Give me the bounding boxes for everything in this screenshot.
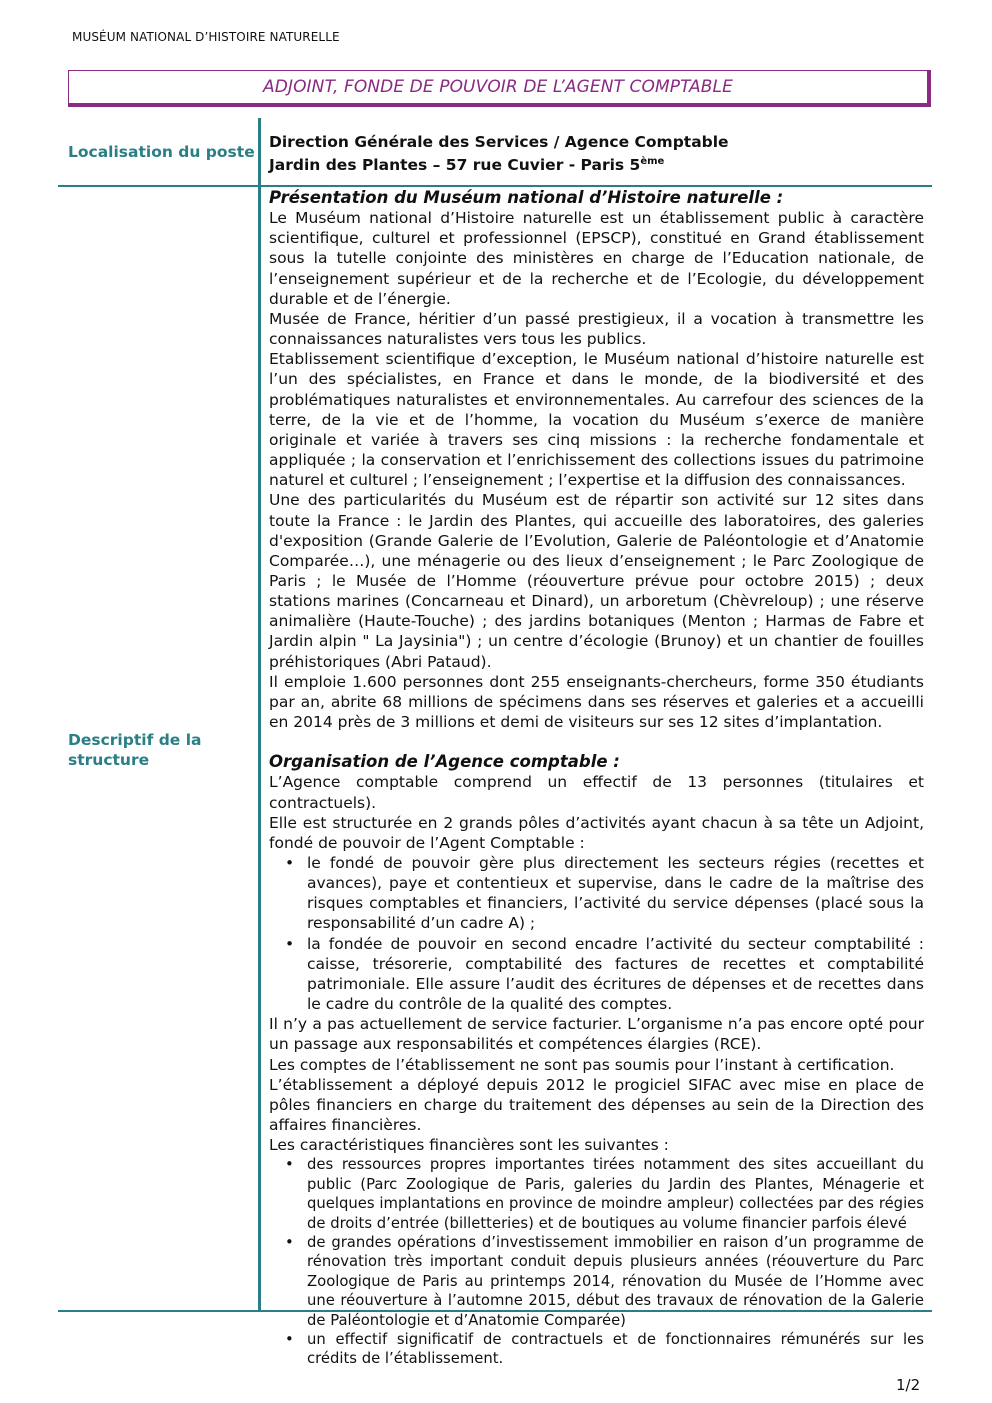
page-number: 1/2 [896, 1376, 921, 1394]
list-item: • la fondée de pouvoir en second encadre l’activité du secteur comptabilité : caisse, trésorerie, comptabilité des factures de recettes et comptabilité patrimoniale. Elle assure l’audit des écritures de dépenses et de recettes dans le cadre du contrôle de la qualité des comptes. [307, 934, 924, 1015]
paragraph: Le Muséum national d’Histoire naturelle est un établissement public à caractère scientifique, culturel et professionnel (EPSCP), constitué en Grand établissement sous la tutelle conjointe des ministères en charge de l’Education nationale, de l’enseignement supérieur et de la recherche et de l’Ecologie, du développement durable et de l’énergie. [269, 209, 924, 308]
paragraph: Une des particularités du Muséum est de répartir son activité sur 12 sites dans toute la France : le Jardin des Plantes, qui accueille des laboratoires, des galeries d'exposition (Grande Galerie de l’Evolution, Galerie de Paléontologie et d’Anatomie Comparée…), une ménagerie ou des lieux d’enseignement ; le Parc Zoologique de Paris ; le Musée de l’Homme (réouverture prévue pour octobre 2015) ; deux stations marines (Concarneau et Dinard), un arboretum (Chèvreloup) ; une réserve animalière (Haute-Touche) ; des jardins botaniques (Menton ; Harmas de Fabre et Jardin alpin " La Jaysinia") ; un centre d’écologie (Brunoy) et un chantier de fouilles préhistoriques (Abri Pataud). [269, 491, 924, 671]
poles-list [269, 853, 924, 1014]
organization-header: MUSÉUM NATIONAL D’HISTOIRE NATURELLE [72, 30, 340, 44]
paragraph: Il n’y a pas actuellement de service facturier. L’organisme n’a pas encore opté pour un passage aux responsabilités et compétences élargies (RCE). [269, 1015, 924, 1054]
paragraph: L’Agence comptable comprend un effectif de 13 personnes (titulaires et contractuels). [269, 773, 924, 812]
paragraph: L’établissement a déployé depuis 2012 le progiciel SIFAC avec mise en place de pôles financiers en charge du traitement des dépenses au sein de la Direction des affaires financières. [269, 1075, 924, 1135]
list-item: • un effectif significatif de contractuels et de fonctionnaires rémunérés sur les crédits de l’établissement. [307, 1330, 924, 1369]
organisation-heading: Organisation de l’Agence comptable : [269, 752, 620, 772]
structure-label: Descriptif de la structure [68, 731, 202, 769]
list-item: • des ressources propres importantes tirées notamment des sites accueillant du public (Parc Zoologique de Paris, galeries du Jardin des Plantes, Ménagerie et quelques implantations en province de moindre ampleur) collectées par des régies de droits d’entrée (billetteries) et de boutiques au volume financier parfois élevé [307, 1155, 924, 1233]
title-box [68, 70, 931, 107]
paragraph: Il emploie 1.600 personnes dont 255 enseignants-chercheurs, forme 350 étudiants par an, abrite 68 millions de spécimens dans ses réserves et galeries et a accueilli en 2014 près de 3 millions et demi de visiteurs sur ses 12 sites d’implantation. [269, 672, 924, 732]
location-label: Localisation du poste [68, 143, 255, 161]
location-line2: Jardin des Plantes – 57 rue Cuvier - Paris 5ème [269, 156, 665, 175]
paragraph: Etablissement scientifique d’exception, le Muséum national d’histoire naturelle est l’un des spécialistes, en France et dans le monde, de la biodiversité et des problématiques naturalistes et environnementales. Au carrefour des sciences de la terre, de la vie et de l’homme, la vocation du Muséum s’exerce de manière originale et variée à travers ses cinq missions : la recherche fondamentale et appliquée ; la conservation et l’enrichissement des collections issues du patrimoine naturel et culturel ; l’enseignement ; l’expertise et la diffusion des connaissances. [269, 350, 924, 490]
structure-description [269, 188, 924, 1369]
location-value [269, 132, 729, 175]
characteristics-list [269, 1155, 924, 1368]
location-line1: Direction Générale des Services / Agence Comptable [269, 133, 729, 151]
page-title: ADJOINT, FONDE DE POUVOIR DE L’AGENT COMPTABLE [263, 77, 733, 97]
location-line2-sup: ème [640, 156, 665, 167]
presentation-heading: Présentation du Muséum national d’Histoire naturelle : [269, 188, 784, 207]
list-item: • de grandes opérations d’investissement immobilier en raison d’un programme de rénovation très important conduit depuis plusieurs années (réouverture du Parc Zoologique de Paris au printemps 2014, rénovation du Musée de l’Homme avec une réouverture à l’automne 2015, début des travaux de rénovation de la Galerie de Paléontologie et d’Anatomie Comparée) [307, 1233, 924, 1330]
list-item: • le fondé de pouvoir gère plus directement les secteurs régies (recettes et avances), paye et contentieux et supervise, dans le cadre de la maîtrise des risques comptables et financiers, l’activité du service dépenses (placé sous la responsabilité d’un cadre A) ; [307, 853, 924, 934]
paragraph: Les caractéristiques financières sont les suivantes : [269, 1136, 669, 1155]
paragraph: Musée de France, héritier d’un passé prestigieux, il a vocation à transmettre les connaissances naturalistes vers tous les publics. [269, 309, 924, 349]
table-row-divider [58, 185, 932, 187]
table-vertical-divider [258, 118, 261, 1311]
paragraph: Les comptes de l’établissement ne sont pas soumis pour l’instant à certification. [269, 1055, 895, 1074]
paragraph: Elle est structurée en 2 grands pôles d’activités ayant chacun à sa tête un Adjoint, fondé de pouvoir de l’Agent Comptable : [269, 813, 924, 852]
